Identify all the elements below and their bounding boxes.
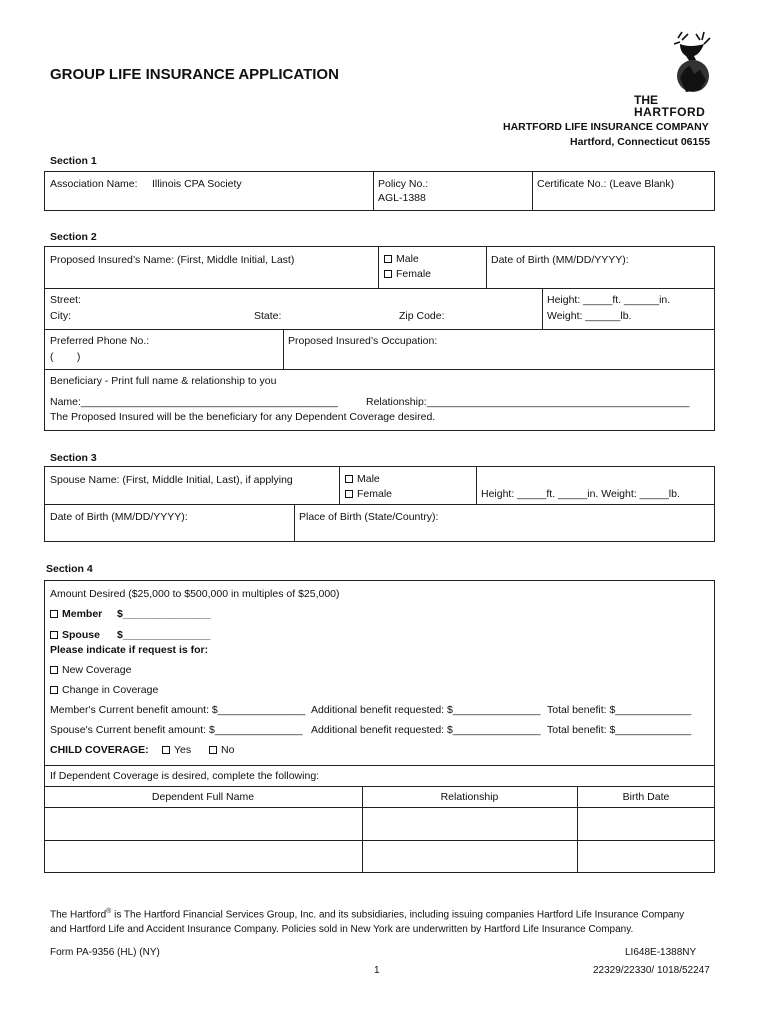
beneficiary-name-field[interactable]: Name:____________________________________________ [50,396,338,408]
association-name-label: Association Name: [50,178,138,190]
occupation-label[interactable]: Proposed Insured’s Occupation: [288,335,438,347]
zip-code-label[interactable]: Zip Code: [399,310,445,322]
spouse-current-benefit[interactable]: Spouse's Current benefit amount: $_______________ [50,724,303,736]
child-coverage-label: CHILD COVERAGE: [50,744,149,756]
section-1-heading: Section 1 [50,155,97,167]
stag-icon [660,30,720,100]
street-label[interactable]: Street: [50,294,81,306]
form-code-2: 22329/22330/ 1018/52247 [593,965,710,976]
checkbox-icon[interactable] [384,255,392,263]
spouse-amount-field[interactable]: $_______________ [117,629,211,641]
spouse-female-checkbox[interactable]: Female [345,488,392,500]
member-amount-checkbox[interactable]: Member [50,608,102,620]
change-coverage-checkbox[interactable]: Change in Coverage [50,684,158,696]
dependent-row-2-name[interactable] [45,841,361,872]
spouse-total-benefit[interactable]: Total benefit: $_____________ [547,724,692,736]
new-coverage-checkbox[interactable]: New Coverage [50,664,131,676]
phone-area-code[interactable]: ( ) [50,351,81,363]
certificate-number-label[interactable]: Certificate No.: (Leave Blank) [537,178,675,190]
page-title: GROUP LIFE INSURANCE APPLICATION [50,66,339,83]
dependent-row-2-relationship[interactable] [363,841,576,872]
form-code-1: LI648E-1388NY [625,947,697,958]
dependent-row-2-birth-date[interactable] [578,841,714,872]
checkbox-icon[interactable] [162,746,170,754]
checkbox-icon[interactable] [50,666,58,674]
beneficiary-note: The Proposed Insured will be the beneficiary for any Dependent Coverage desired. [50,411,436,423]
member-current-benefit[interactable]: Member's Current benefit amount: $_______________ [50,704,306,716]
amount-desired-label: Amount Desired ($25,000 to $500,000 in multiples of $25,000) [50,588,340,600]
section-1-box [44,171,715,211]
company-name: HARTFORD LIFE INSURANCE COMPANY [503,121,709,133]
dependent-coverage-note: If Dependent Coverage is desired, complete the following: [50,770,320,782]
checkbox-icon[interactable] [345,475,353,483]
col-header-relationship: Relationship [440,791,499,803]
section-3-heading: Section 3 [50,452,97,464]
checkbox-icon[interactable] [345,490,353,498]
insured-name-label[interactable]: Proposed Insured’s Name: (First, Middle Initial, Last) [50,254,295,266]
section-4-heading: Section 4 [46,563,93,575]
request-type-label: Please indicate if request is for: [50,644,209,656]
footer-disclaimer-line-1: The Hartford® is The Hartford Financial Services Group, Inc. and its subsidiaries, including issuing companies Hartford Life Insurance Company [50,908,685,921]
checkbox-icon[interactable] [384,270,392,278]
spouse-amount-checkbox[interactable]: Spouse [50,629,100,641]
spouse-pob-label[interactable]: Place of Birth (State/Country): [299,511,439,523]
spouse-name-label[interactable]: Spouse Name: (First, Middle Initial, Last), if applying [50,474,293,486]
member-amount-field[interactable]: $_______________ [117,608,211,620]
hartford-stag-logo [660,30,720,100]
col-header-birth-date: Birth Date [622,791,670,803]
col-header-dependent-name: Dependent Full Name [151,791,255,803]
phone-label[interactable]: Preferred Phone No.: [50,335,150,347]
checkbox-icon[interactable] [50,631,58,639]
spouse-male-checkbox[interactable]: Male [345,473,380,485]
date-of-birth-label[interactable]: Date of Birth (MM/DD/YYYY): [491,254,629,266]
association-name-value[interactable]: Illinois CPA Society [152,178,242,190]
form-number: Form PA-9356 (HL) (NY) [50,947,160,958]
beneficiary-label: Beneficiary - Print full name & relationship to you [50,375,277,387]
city-label[interactable]: City: [50,310,71,322]
spouse-height-weight[interactable]: Height: _____ft. _____in. Weight: _____lb. [481,488,680,500]
child-coverage-yes[interactable]: Yes [162,744,191,756]
dependent-row-1-relationship[interactable] [363,808,576,839]
policy-number-label: Policy No.: [378,178,429,190]
logo-text-hartford: HARTFORD [634,105,706,119]
footer-disclaimer-line-2: and Hartford Life and Accident Insurance Company. Policies sold in New York are underwritten by Hartford Life Insurance Company. [50,924,634,935]
dependent-row-1-birth-date[interactable] [578,808,714,839]
logo-text-the: THE [634,93,658,107]
beneficiary-relationship-field[interactable]: Relationship:_____________________________________________ [366,396,690,408]
height-field[interactable]: Height: _____ft. ______in. [547,294,671,306]
male-checkbox[interactable]: Male [384,253,419,265]
checkbox-icon[interactable] [50,610,58,618]
checkbox-icon[interactable] [50,686,58,694]
checkbox-icon[interactable] [209,746,217,754]
company-address: Hartford, Connecticut 06155 [570,136,711,148]
weight-field[interactable]: Weight: ______lb. [547,310,632,322]
member-total-benefit[interactable]: Total benefit: $_____________ [547,704,692,716]
member-additional-benefit[interactable]: Additional benefit requested: $_______________ [311,704,541,716]
policy-number-value[interactable]: AGL-1388 [378,192,426,204]
female-checkbox[interactable]: Female [384,268,431,280]
page-number: 1 [374,965,380,976]
spouse-dob-label[interactable]: Date of Birth (MM/DD/YYYY): [50,511,188,523]
child-coverage-no[interactable]: No [209,744,234,756]
state-label[interactable]: State: [254,310,282,322]
dependent-row-1-name[interactable] [45,808,361,839]
section-2-heading: Section 2 [50,231,97,243]
spouse-additional-benefit[interactable]: Additional benefit requested: $_______________ [311,724,541,736]
